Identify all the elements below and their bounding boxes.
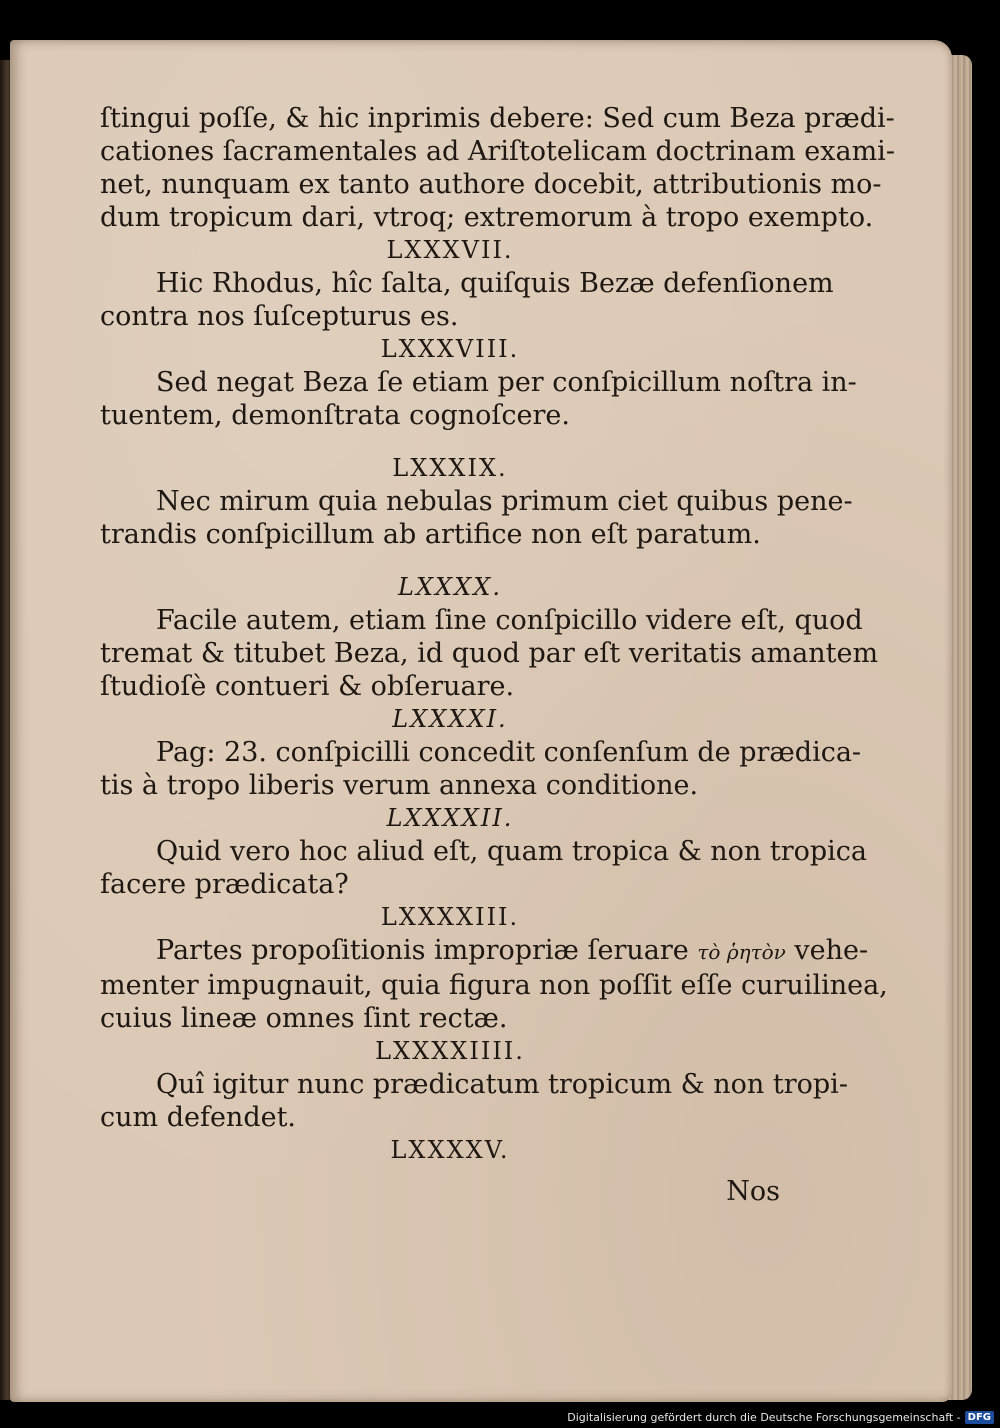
text-line: Quî igitur nunc prædicatum tropicum & non tropi-: [156, 1069, 848, 1100]
text-line: tuentem, demonſtrata cognoſcere.: [100, 400, 570, 431]
section-heading-95: LXXXXV.: [390, 1136, 510, 1164]
text-line: dum tropicum dari, vtroq; extremorum à tropo exempto.: [100, 202, 874, 233]
text-line: ſtingui poſſe, & hic inprimis debere: Sed cum Beza prædi-: [100, 103, 895, 134]
credit-text: Digitalisierung gefördert durch die Deutsche Forschungsgemeinschaft -: [567, 1411, 961, 1424]
text-line: net, nunquam ex tanto authore docebit, attributionis mo-: [100, 169, 882, 200]
text-line: Nec mirum quia nebulas primum ciet quibus pene-: [156, 486, 853, 517]
dfg-logo: DFG: [965, 1411, 994, 1424]
digitization-credit: [567, 1411, 994, 1424]
section-heading-87: LXXXVII.: [386, 236, 514, 264]
text-line: Facile autem, etiam ſine conſpicillo videre eſt, quod: [156, 605, 863, 636]
text-line: cuius lineæ omnes ſint rectæ.: [100, 1003, 508, 1034]
text-line: [100, 934, 869, 969]
section-heading-94: LXXXXIIII.: [375, 1037, 525, 1065]
text-line: cum defendet.: [100, 1102, 297, 1133]
text-line: tis à tropo liberis verum annexa conditione.: [100, 770, 699, 801]
text-fragment: vehe-: [794, 935, 869, 966]
section-heading-88: LXXXVIII.: [380, 335, 520, 363]
page-text: [100, 102, 895, 1208]
text-line: facere prædicata?: [100, 869, 349, 900]
section-heading-89: LXXXIX.: [392, 454, 508, 482]
catchword: Nos: [726, 1176, 780, 1207]
text-line: ſtudioſè contueri & obſeruare.: [100, 671, 515, 702]
text-line: Hic Rhodus, hîc ſalta, quiſquis Bezæ defenſionem: [156, 268, 834, 299]
section-heading-92: LXXXXII.: [386, 804, 514, 832]
greek-phrase: τὸ ῥητὸν: [697, 940, 786, 964]
book-page: [10, 40, 952, 1402]
text-line: Quid vero hoc aliud eſt, quam tropica & non tropica: [156, 836, 868, 867]
text-fragment: Partes propoſitionis impropriæ ſeruare: [156, 935, 689, 966]
section-heading-93: LXXXXIII.: [380, 903, 520, 931]
text-line: trandis conſpicillum ab artifice non eſt paratum.: [100, 519, 761, 550]
text-line: contra nos ſuſcepturus es.: [100, 301, 459, 332]
section-heading-90: LXXXX.: [398, 573, 502, 601]
text-line: cationes ſacramentales ad Ariſtotelicam doctrinam exami-: [100, 136, 895, 167]
text-line: menter impugnauit, quia figura non poſſit eſſe curuilinea,: [100, 970, 888, 1001]
text-line: tremat & titubet Beza, id quod par eſt veritatis amantem: [100, 638, 879, 669]
section-heading-91: LXXXXI.: [392, 705, 508, 733]
text-line: Sed negat Beza ſe etiam per conſpicillum noſtra in-: [156, 367, 857, 398]
text-line: Pag: 23. conſpicilli concedit conſenſum de prædica-: [156, 737, 862, 768]
